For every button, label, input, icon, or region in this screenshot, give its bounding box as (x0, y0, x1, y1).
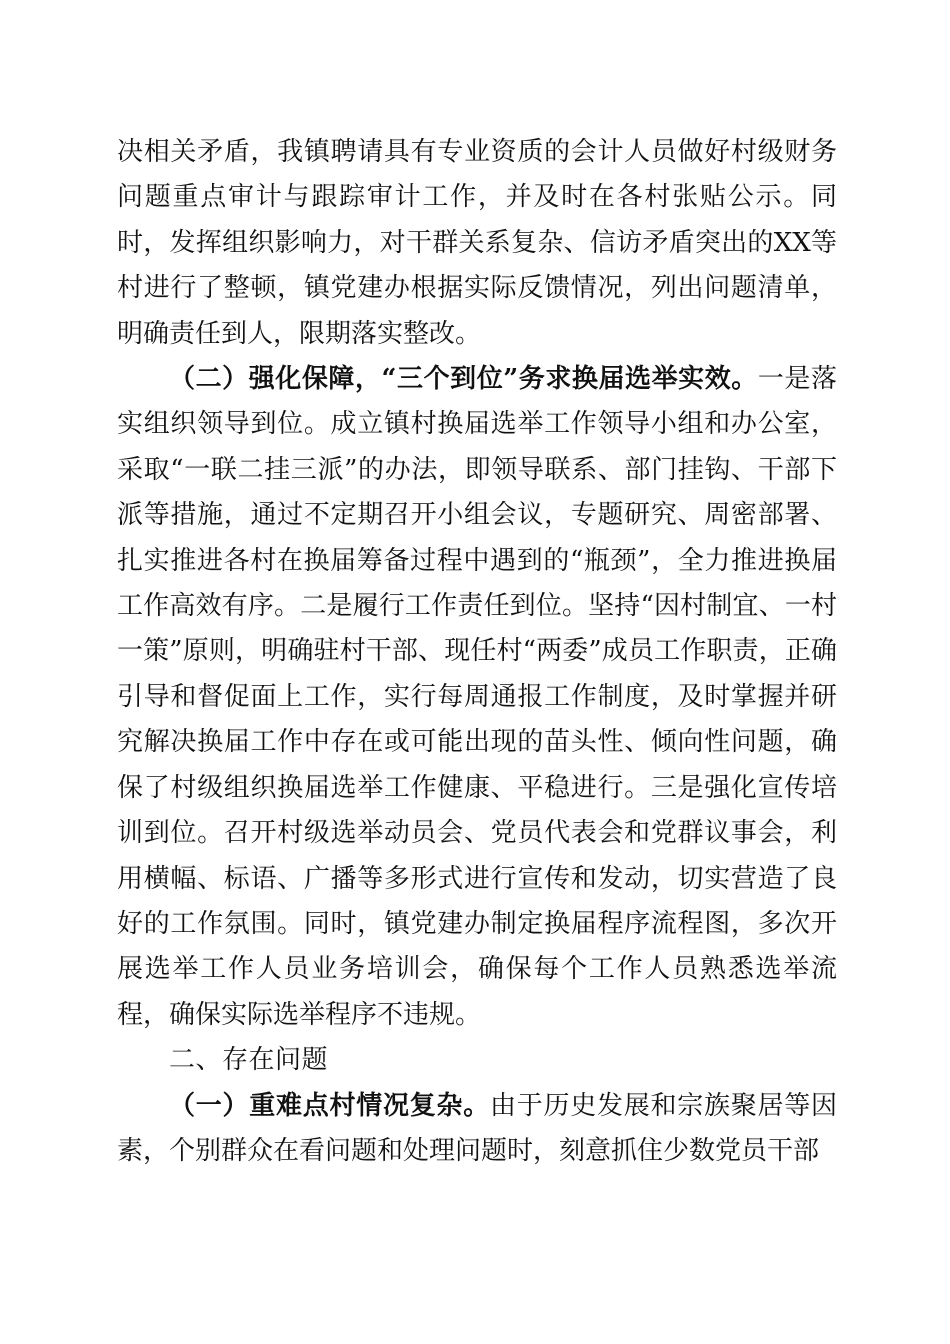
paragraph-body-text: 一是落实组织领导到位。成立镇村换届选举工作领导小组和办公室，采取“一联二挂三派”的办法，即领导联系、部门挂钩、干部下派等措施，通过不定期召开小组会议，专题研究、周密部署、扎实推进各村在换届筹备过程中遇到的“瓶颈”，全力推进换届工作高效有序。二是履行工作责任到位。坚持“因村制宜、一村一策”原则，明确驻村干部、现任村“两委”成员工作职责，正确引导和督促面上工作，实行每周通报工作制度，及时掌握并研究解决换届工作中存在或可能出现的苗头性、倾向性问题，确保了村级组织换届选举工作健康、平稳进行。三是强化宣传培训到位。召开村级选举动员会、党员代表会和党群议事会，利用横幅、标语、广播等多形式进行宣传和发动，切实营造了良好的工作氛围。同时，镇党建办制定换届程序流程图，多次开展选举工作人员业务培训会，确保每个工作人员熟悉选举流程，确保实际选举程序不违规。 (117, 364, 837, 1030)
paragraph-lead-heading: （一）重难点村情况复杂。 (169, 1090, 490, 1121)
paragraph-complex-villages (117, 1084, 837, 1175)
document-body (117, 130, 837, 1174)
paragraph-lead-heading: （二）强化保障，“三个到位”务求换届选举实效。 (169, 364, 758, 395)
paragraph-election-guarantee (117, 357, 837, 1038)
section-title-existing-problems: 二、存在问题 (169, 1045, 329, 1076)
paragraph-body-text: 由于历史发展和宗族聚居等因素，个别群众在看问题和处理问题时，刻意抓住少数党员干部 (117, 1090, 837, 1166)
paragraph-finance-audit: 决相关矛盾，我镇聘请具有专业资质的会计人员做好村级财务问题重点审计与跟踪审计工作，并及时在各村张贴公示。同时，发挥组织影响力，对干群关系复杂、信访矛盾突出的XX等村进行了整顿，镇党建办根据实际反馈情况，列出问题清单，明确责任到人，限期落实整改。 (117, 137, 837, 349)
